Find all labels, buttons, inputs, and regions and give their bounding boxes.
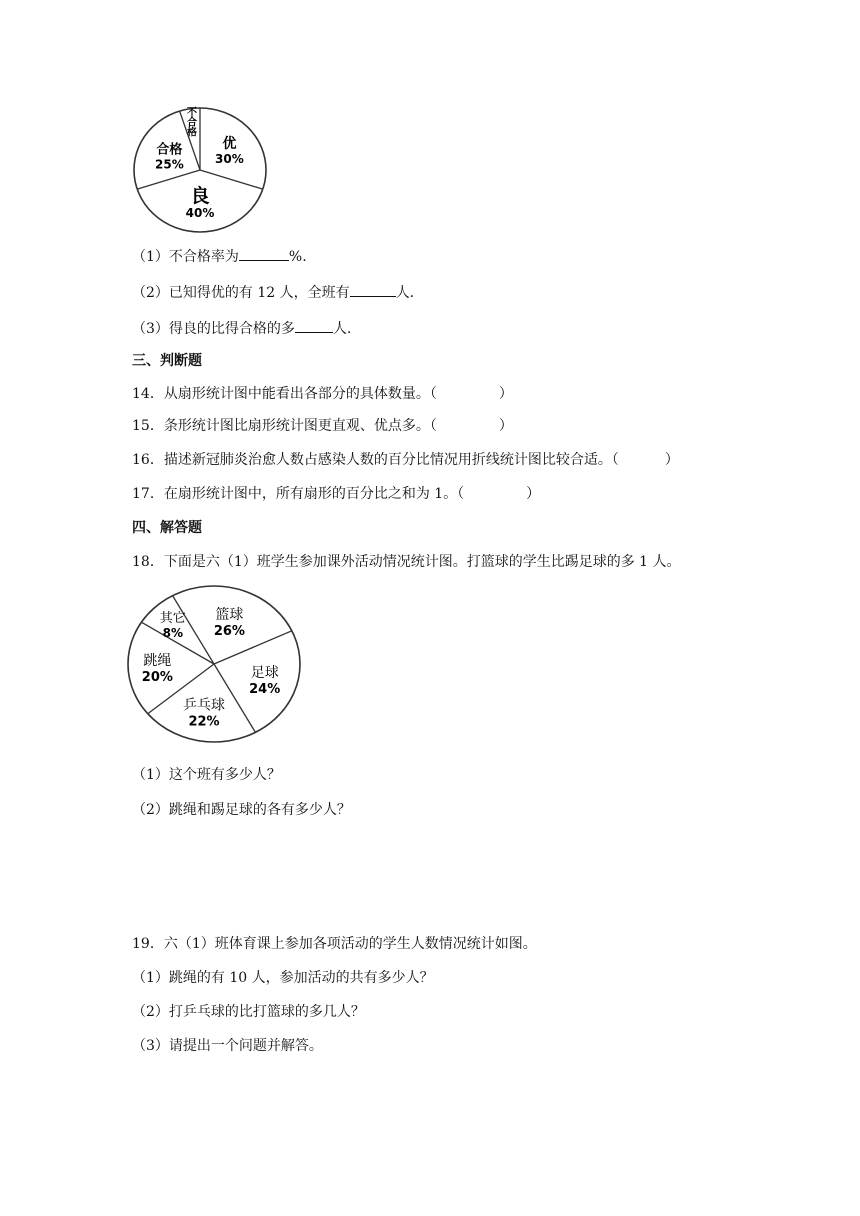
pie-slice-label: 乒乓球 (183, 697, 226, 714)
pie-slice-label: 良 (190, 185, 210, 208)
pie-slice-value: 26% (213, 623, 245, 639)
q16 (132, 450, 679, 470)
q16-close: ） (664, 452, 679, 468)
q13-sub3-suffix: 人. (332, 321, 352, 337)
q13-sub1 (132, 246, 307, 267)
pie-slice-value: 40% (185, 206, 215, 221)
pie-slice-value: 25% (155, 157, 184, 172)
q13-sub3 (132, 318, 351, 339)
pie-chart-grades (128, 104, 273, 234)
answer-blank[interactable] (239, 246, 289, 261)
pie-slice-label: 足球 (250, 664, 279, 681)
pie-slice-label: 不 (186, 107, 197, 119)
pie-slice-label: 跳绳 (143, 653, 172, 670)
q13-sub1-suffix: %. (288, 249, 307, 265)
q17-text: 17．在扇形统计图中，所有扇形的百分比之和为 1。（ (132, 486, 465, 502)
pie-slice-label: 篮球 (215, 606, 244, 623)
q17 (132, 484, 540, 504)
q18-sub1: （1）这个班有多少人？ (132, 767, 281, 783)
pie-slice-value: 8% (162, 626, 183, 641)
q13-sub3-text: （3）得良的比得合格的多 (132, 321, 295, 337)
q17-close: ） (526, 486, 541, 502)
pie-slice-value: 20% (141, 670, 173, 686)
q19-sub2: （2）打乒乓球的比打篮球的多几人？ (132, 1004, 365, 1020)
pie-slice-value: 30% (215, 151, 244, 166)
q15-text: 15．条形统计图比扇形统计图更直观、优点多。（ (132, 418, 437, 434)
pie-chart-activities (126, 584, 306, 749)
q13-sub1-text: （1）不合格率为 (132, 249, 239, 265)
q16-text: 16．描述新冠肺炎治愈人数占感染人数的百分比情况用折线统计图比较合适。（ (132, 452, 619, 468)
section-title-judgement: 三、判断题 (132, 353, 202, 369)
pie-slice-label: 合格 (156, 142, 183, 158)
q15-close: ） (498, 418, 513, 434)
pie-slice-label: 优 (222, 135, 237, 152)
answer-blank[interactable] (350, 282, 396, 297)
pie-slice-value: 24% (249, 681, 281, 697)
q19-stem: 19．六（1）班体育课上参加各项活动的学生人数情况统计如图。 (132, 936, 537, 952)
q14-close: ） (498, 386, 513, 402)
q13-sub2-suffix: 人. (395, 285, 415, 301)
q13-sub2 (132, 282, 414, 303)
pie-slice-label: 格 (186, 127, 197, 139)
pie-slice-label: 合 (186, 117, 197, 129)
q18-sub2: （2）跳绳和踢足球的各有多少人？ (132, 802, 351, 818)
q13-sub2-text: （2）已知得优的有 12 人，全班有 (132, 285, 350, 301)
answer-blank[interactable] (295, 318, 333, 333)
section-title-answers: 四、解答题 (132, 520, 202, 536)
q15 (132, 416, 513, 436)
q18-stem: 18．下面是六（1）班学生参加课外活动情况统计图。打篮球的学生比踢足球的多 1 人。 (132, 554, 681, 570)
pie-slice-label: 其它 (159, 611, 186, 627)
q19-sub1: （1）跳绳的有 10 人，参加活动的共有多少人？ (132, 970, 434, 986)
q19-sub3: （3）请提出一个问题并解答。 (132, 1038, 323, 1054)
q14-text: 14．从扇形统计图中能看出各部分的具体数量。（ (132, 386, 437, 402)
q14 (132, 384, 513, 404)
pie-slice-value: 22% (188, 714, 220, 730)
